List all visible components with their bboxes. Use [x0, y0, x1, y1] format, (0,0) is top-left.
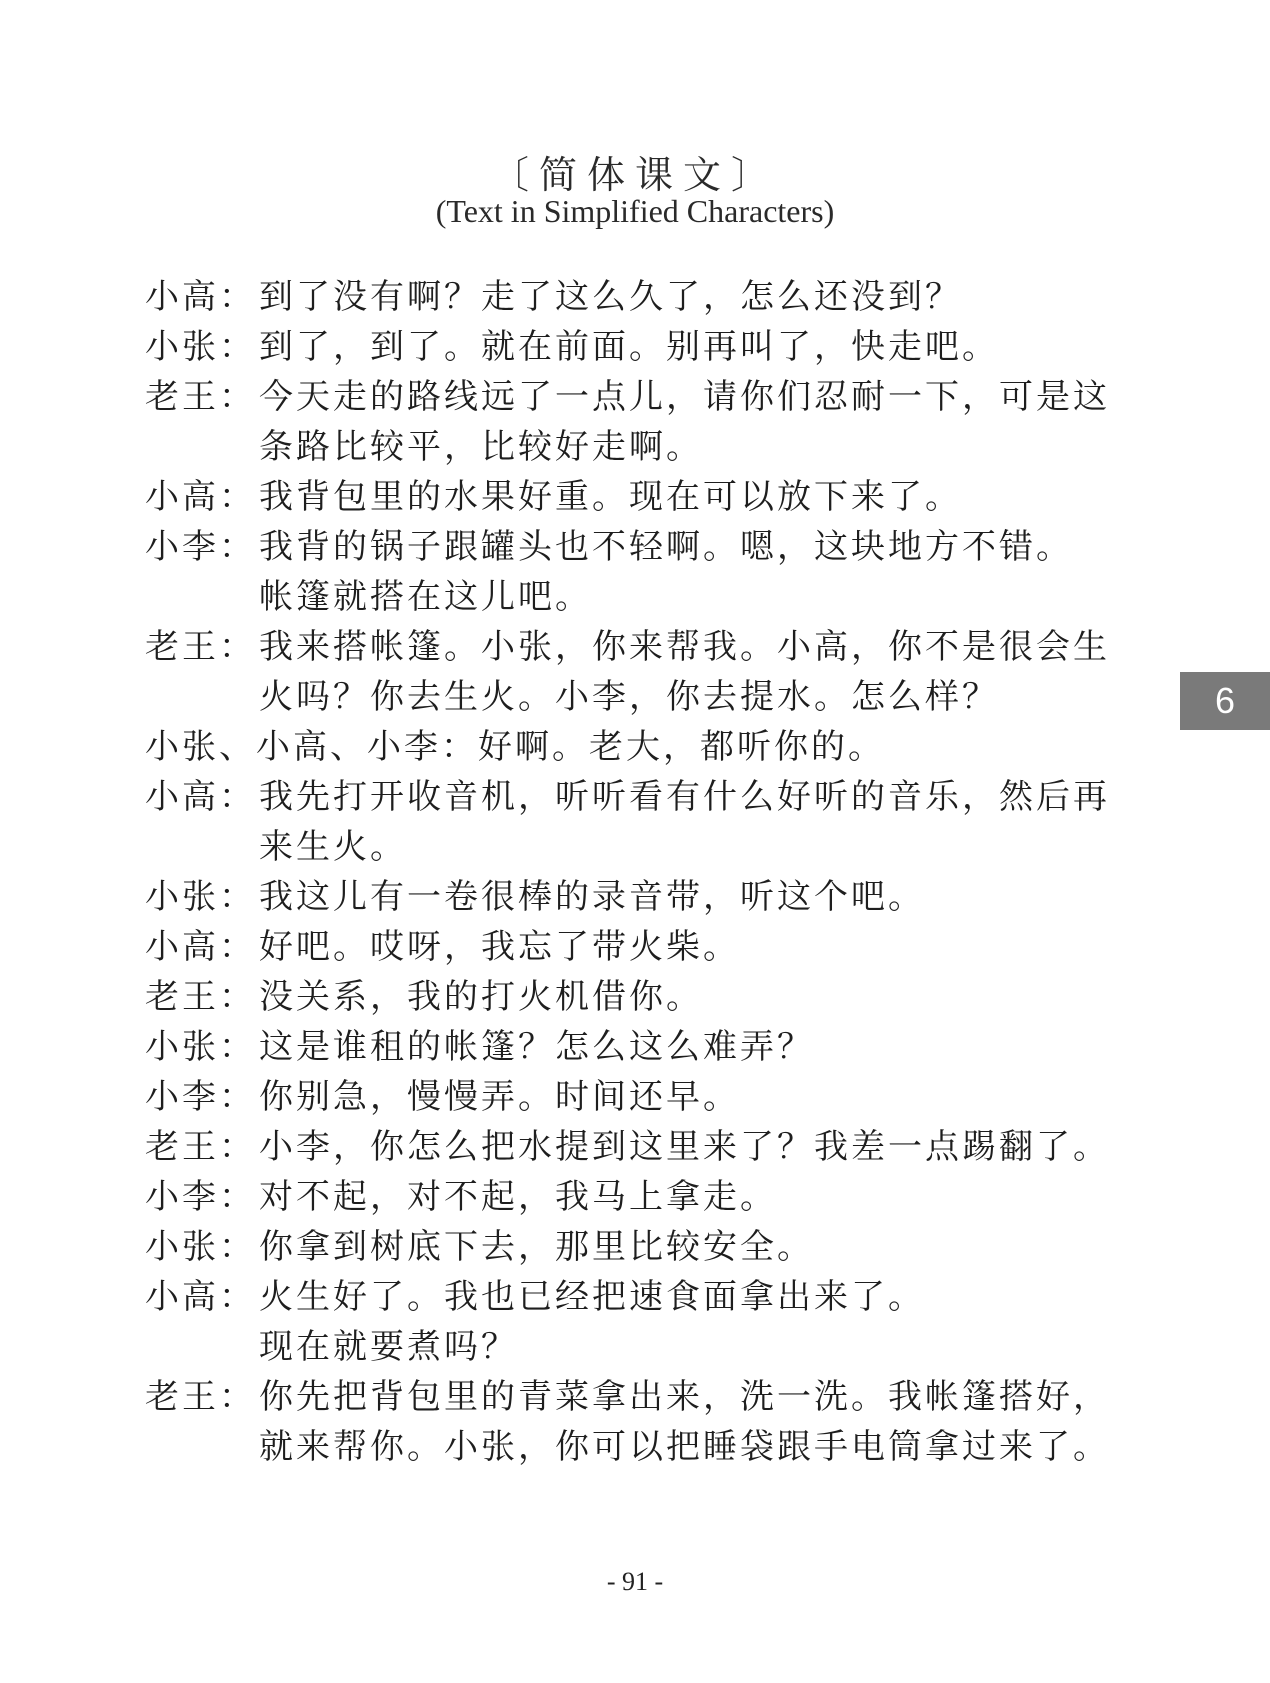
- speaker-name: 老王：: [145, 1377, 256, 1417]
- dialogue-line: [145, 372, 1155, 472]
- dialogue-line: [145, 772, 1155, 872]
- utterance: 我先打开收音机，听听看有什么好听的音乐，然后再 来生火。: [259, 777, 1110, 867]
- speaker-name: 老王：: [145, 977, 256, 1017]
- utterance: 我这儿有一卷很棒的录音带，听这个吧。: [259, 877, 925, 917]
- utterance: 对不起，对不起，我马上拿走。: [259, 1177, 777, 1217]
- speaker-name: 小高：: [145, 1277, 256, 1317]
- speaker-name: 小高：: [145, 777, 256, 817]
- dialogue-line: [145, 1022, 1155, 1072]
- dialogue-line: [145, 522, 1155, 622]
- utterance: 我背包里的水果好重。现在可以放下来了。: [259, 477, 962, 517]
- speaker-name: 小张：: [145, 1027, 256, 1067]
- speaker-name: 小张：: [145, 327, 256, 367]
- speaker-name: 小高：: [145, 477, 256, 517]
- dialogue-line: [145, 472, 1155, 522]
- dialogue-line: [145, 1272, 1155, 1372]
- dialogue-line: [145, 622, 1155, 722]
- utterance: 到了，到了。就在前面。别再叫了，快走吧。: [259, 327, 999, 367]
- speaker-name: 小张：: [145, 877, 256, 917]
- utterance: 火生好了。我也已经把速食面拿出来了。 现在就要煮吗？: [259, 1277, 925, 1367]
- dialogue-line: [145, 1372, 1155, 1472]
- dialogue-line: [145, 322, 1155, 372]
- speaker-name: 小李：: [145, 527, 256, 567]
- utterance: 我背的锅子跟罐头也不轻啊。嗯，这块地方不错。 帐篷就搭在这儿吧。: [259, 527, 1073, 617]
- dialogue-line: [145, 1222, 1155, 1272]
- utterance: 你别急，慢慢弄。时间还早。: [259, 1077, 740, 1117]
- utterance: 到了没有啊？走了这么久了，怎么还没到？: [259, 277, 962, 317]
- dialogue-line: [145, 272, 1155, 322]
- utterance: 没关系，我的打火机借你。: [259, 977, 703, 1017]
- speaker-name: 小张、小高、小李：: [145, 727, 478, 767]
- page-number: - 91 -: [606, 1567, 664, 1596]
- utterance: 好吧。哎呀，我忘了带火柴。: [259, 927, 740, 967]
- chapter-tab: 6: [1180, 672, 1270, 730]
- speaker-name: 小李：: [145, 1077, 256, 1117]
- dialogue-line: [145, 722, 1155, 772]
- utterance: 好啊。老大，都听你的。: [478, 727, 885, 767]
- dialogue-line: [145, 1172, 1155, 1222]
- speaker-name: 老王：: [145, 627, 256, 667]
- speaker-name: 小张：: [145, 1227, 256, 1267]
- dialogue-line: [145, 1072, 1155, 1122]
- speaker-name: 老王：: [145, 1127, 256, 1167]
- utterance: 今天走的路线远了一点儿，请你们忍耐一下，可是这 条路比较平，比较好走啊。: [259, 377, 1110, 467]
- dialogue-text: [145, 272, 1155, 1472]
- utterance: 小李，你怎么把水提到这里来了？我差一点踢翻了。: [259, 1127, 1110, 1167]
- speaker-name: 小李：: [145, 1177, 256, 1217]
- utterance: 你先把背包里的青菜拿出来，洗一洗。我帐篷搭好， 就来帮你。小张，你可以把睡袋跟手电筒拿过来了。: [259, 1377, 1110, 1467]
- dialogue-line: [145, 972, 1155, 1022]
- speaker-name: 小高：: [145, 927, 256, 967]
- dialogue-line: [145, 1122, 1155, 1172]
- title-chinese: 〔简体课文〕: [490, 153, 779, 197]
- utterance: 我来搭帐篷。小张，你来帮我。小高，你不是很会生 火吗？你去生火。小李，你去提水。怎么样？: [259, 627, 1110, 717]
- title-english: (Text in Simplified Characters): [435, 193, 835, 229]
- utterance: 这是谁租的帐篷？怎么这么难弄？: [259, 1027, 814, 1067]
- speaker-name: 老王：: [145, 377, 256, 417]
- utterance: 你拿到树底下去，那里比较安全。: [259, 1227, 814, 1267]
- speaker-name: 小高：: [145, 277, 256, 317]
- dialogue-line: [145, 922, 1155, 972]
- dialogue-line: [145, 872, 1155, 922]
